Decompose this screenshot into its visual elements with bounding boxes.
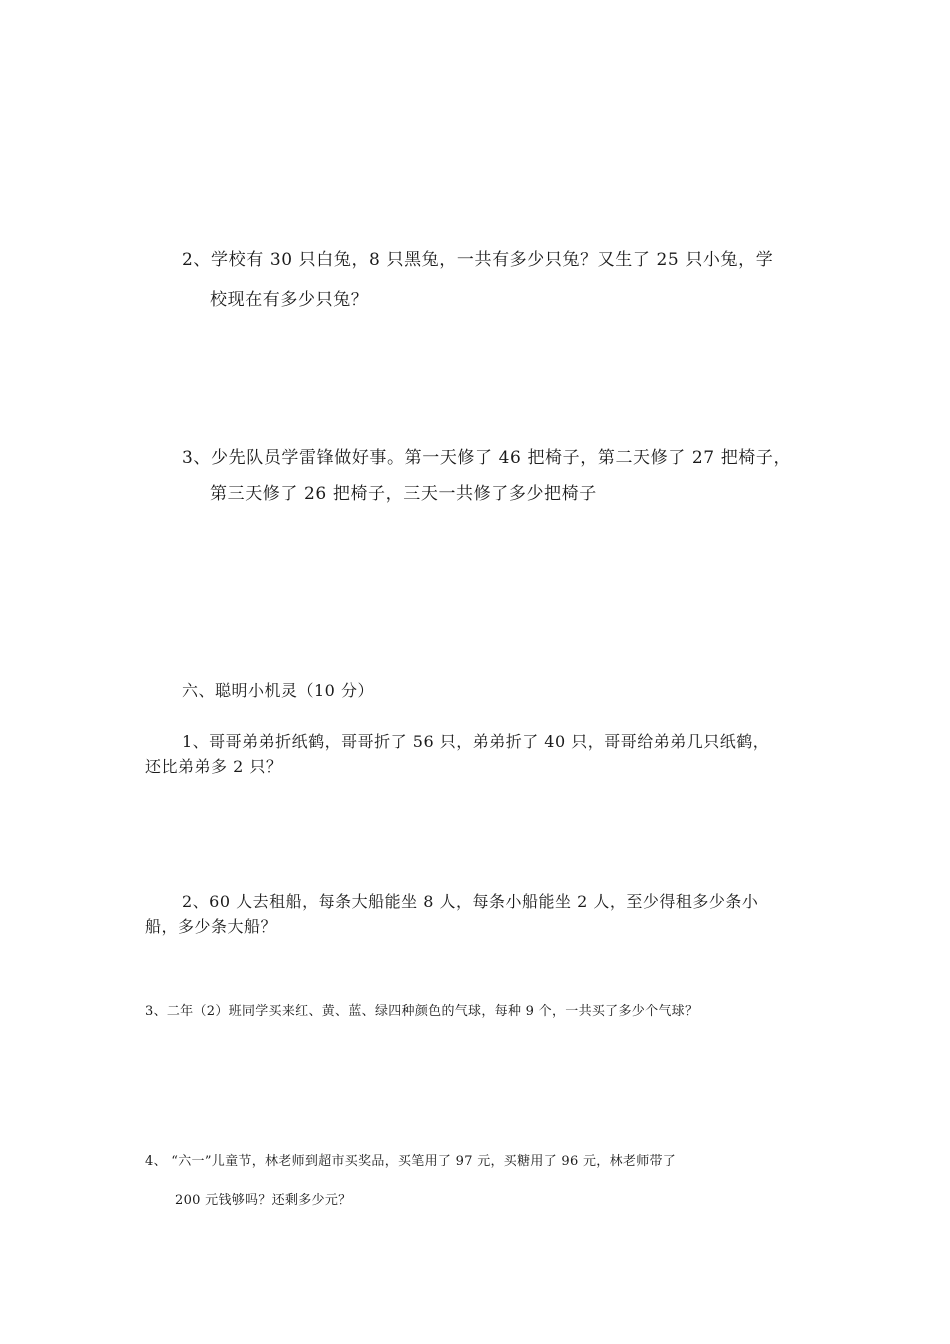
six-q2-line-2: 船，多少条大船？ bbox=[145, 917, 278, 936]
six-q1-line-2: 还比弟弟多 2 只？ bbox=[145, 757, 283, 776]
six-q3-line-1: 3、二年（2）班同学买来红、黄、蓝、绿四种颜色的气球，每种 9 个，一共买了多少个气球？ bbox=[145, 1004, 699, 1019]
problem-3-line-1: 3、少先队员学雷锋做好事。第一天修了 46 把椅子，第二天修了 27 把椅子， bbox=[182, 448, 792, 468]
six-q4-line-1: 4、 “六一”儿童节，林老师到超市买奖品，买笔用了 97 元，买糖用了 96 元，林老师带了 bbox=[145, 1154, 677, 1169]
problem-2-line-2: 校现在有多少只兔？ bbox=[210, 290, 369, 310]
six-q2-line-1: 2、60 人去租船，每条大船能坐 8 人，每条小船能坐 2 人，至少得租多少条小 bbox=[182, 892, 759, 911]
six-q1-line-1: 1、哥哥弟弟折纸鹤，哥哥折了 56 只，弟弟折了 40 只，哥哥给弟弟几只纸鹤， bbox=[182, 732, 770, 751]
six-q4-line-2: 200 元钱够吗？还剩多少元？ bbox=[175, 1193, 352, 1208]
problem-2-line-1: 2、学校有 30 只白兔，8 只黑兔，一共有多少只兔？又生了 25 只小兔，学 bbox=[182, 250, 774, 270]
section-six-heading: 六、聪明小机灵（10 分） bbox=[182, 681, 374, 700]
problem-3-line-2: 第三天修了 26 把椅子，三天一共修了多少把椅子 bbox=[210, 484, 597, 504]
